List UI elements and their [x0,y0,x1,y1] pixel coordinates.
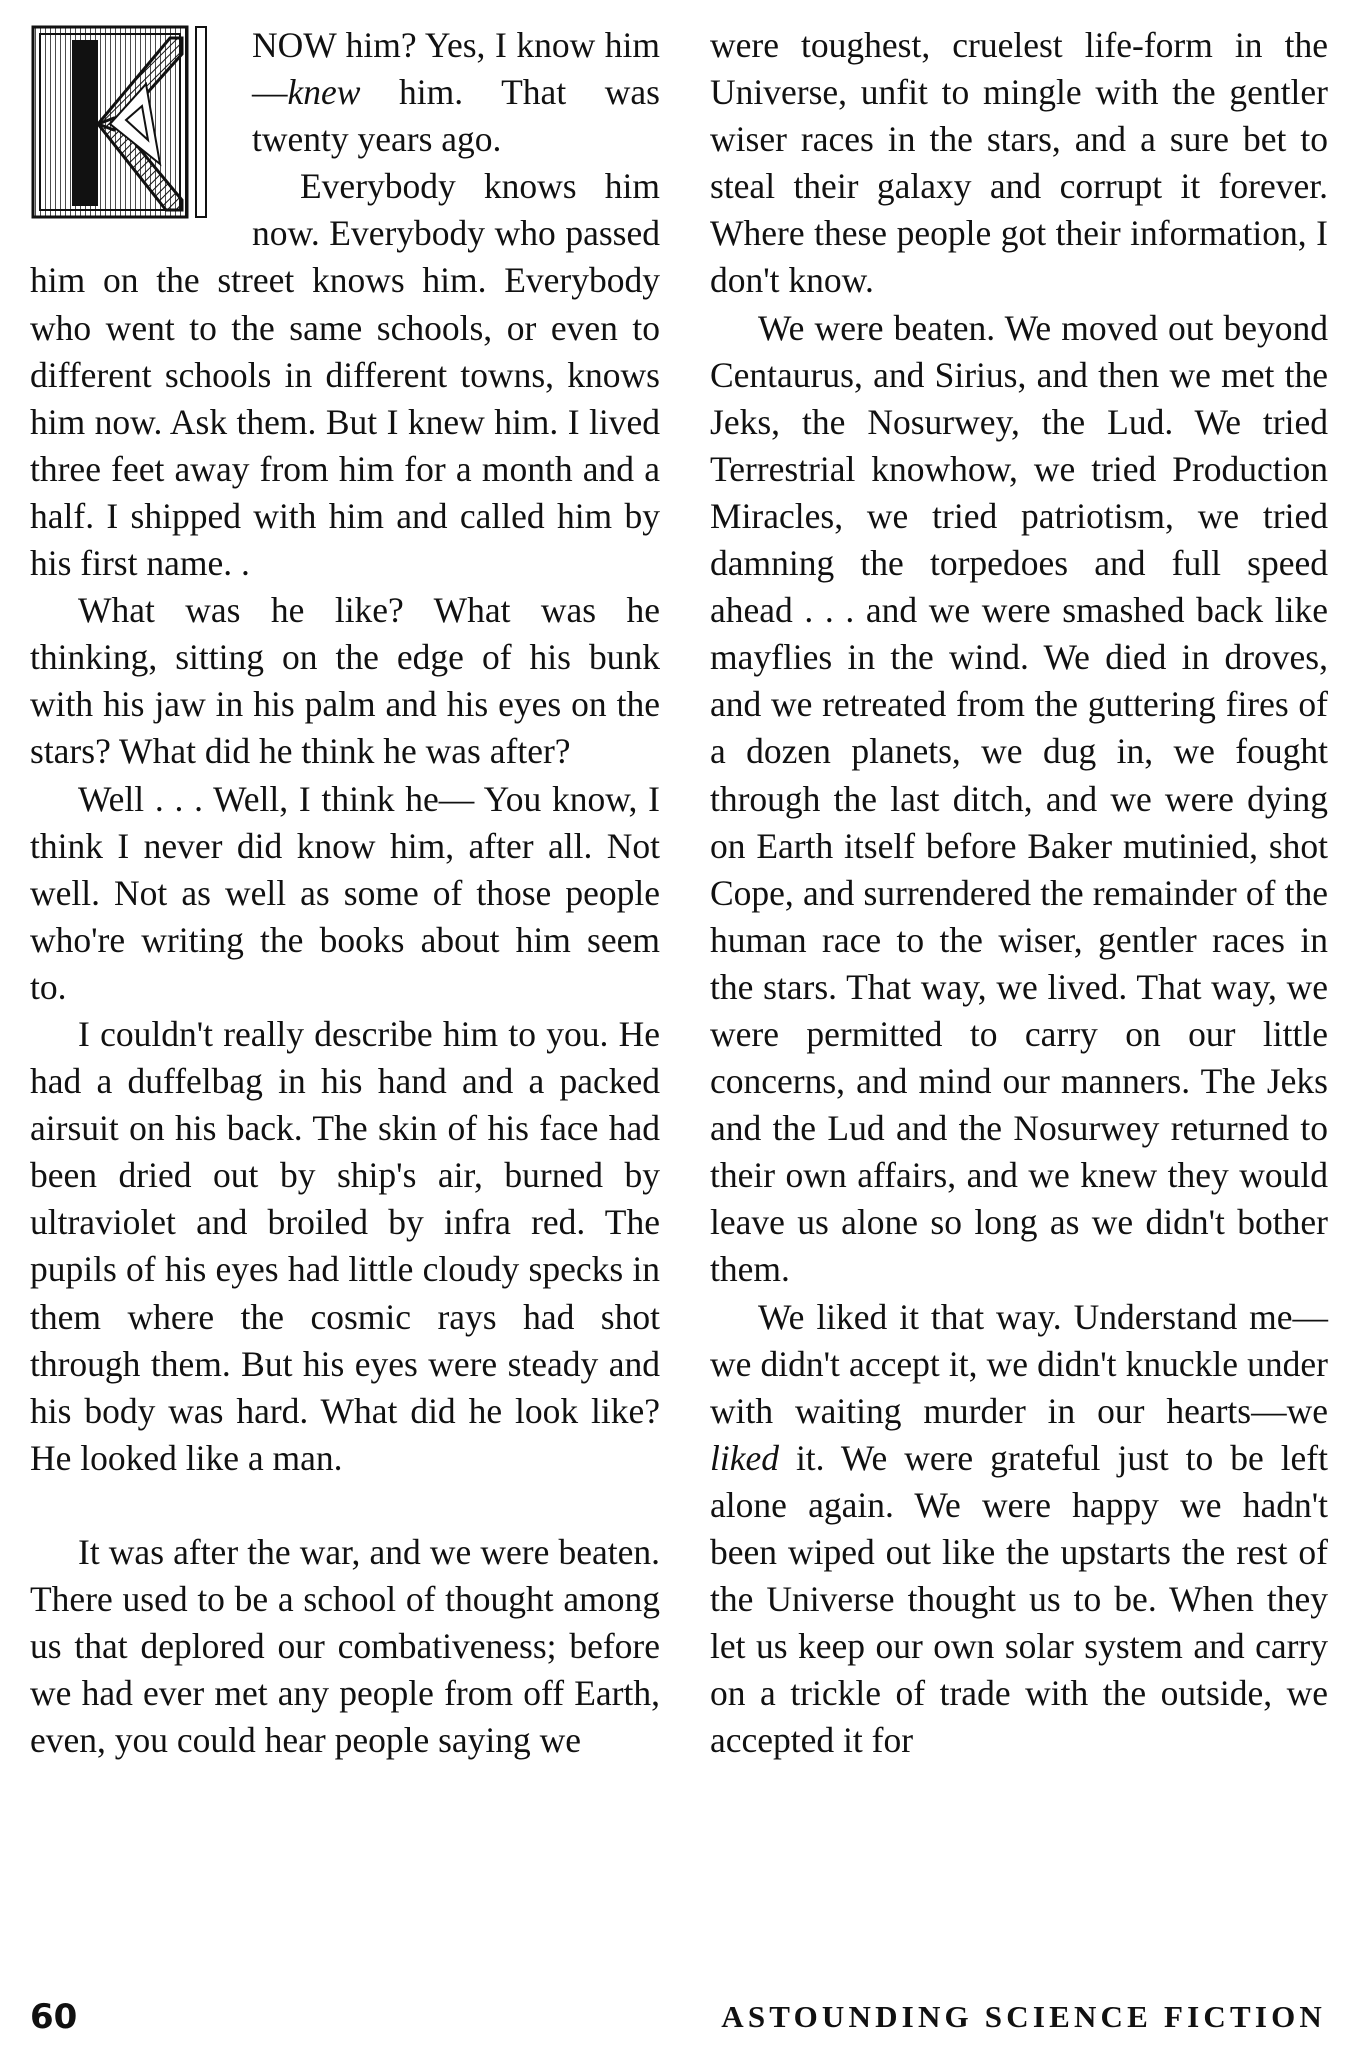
page-footer [0,1995,1348,2045]
paragraph: What was he like? What was he thinking, sitting on the edge of his bunk with his jaw in his palm and his eyes on the stars? What did he think he was after? [30,590,660,772]
right-column [710,22,1328,1764]
paragraph: Everybody knows him now. Everybody who passed him on the street knows him. Everybody who went to the same schools, or even to different schools in different towns, knows him now. Ask them. But I knew him. I lived three feet away from him for a month and a half. I shipped with him and called him by his first name. . [30,166,660,584]
paragraph: We were beaten. We moved out beyond Centaurus, and Sirius, and then we met the Jeks, the Nosurwey, the Lud. We tried Terrestrial knowhow, we tried Production Miracles, we tried patriotism, we tried damning the torpedoes and full speed ahead . . . and we were smashed back like mayflies in the wind. We died in droves, and we retreated from the guttering fires of a dozen planets, we dug in, we fought through the last ditch, and we were dying on Earth itself before Baker mutinied, shot Cope, and surrendered the remainder of the human race to the wiser, gentler races in the stars. That way, we lived. That way, we were permitted to carry on our little concerns, and mind our manners. The Jeks and the Lud and the Nosurwey returned to their own affairs, and we knew they would leave us alone so long as we didn't bother them. [710,307,1328,1290]
drop-cap-k-icon [30,24,238,224]
paragraph: NOW him? Yes, I know him—knew him. That was twenty years ago. [252,25,660,160]
paragraph: Well . . . Well, I think he— You know, I think I never did know him, after all. Not well. Not as well as some of those people who're writing the books about him seem to. [30,778,660,1007]
paragraph: I couldn't really describe him to you. He had a duffelbag in his hand and a packed airsuit on his back. The skin of his face had been dried out by ship's air, burned by ultraviolet and broiled by infra red. The pupils of his eyes had little cloudy specks in them where the cosmic rays had shot through them. But his eyes were steady and his body was hard. What did he look like? He looked like a man. [30,1013,660,1478]
drop-cap [30,24,238,224]
paragraph: were toughest, cruelest life-form in the Universe, unfit to mingle with the gentler wiser races in the stars, and a sure bet to steal their galaxy and corrupt it forever. Where these people got their information, I don't know. [710,25,1328,301]
paragraph: We liked it that way. Understand me—we didn't accept it, we didn't knuckle under with waiting murder in our hearts—we liked it. We were grateful just to be left alone again. We were happy we hadn't been wiped out like the upstarts the rest of the Universe thought us to be. When they let us keep our own solar system and carry on a trickle of trade with the outside, we accepted it for [710,1296,1328,1761]
running-head: ASTOUNDING SCIENCE FICTION [721,1999,1326,2034]
page-number: 60 [30,1997,78,2037]
paragraph: It was after the war, and we were beaten. There used to be a school of thought among us that deplored our combativeness; before we had ever met any people from off Earth, even, you could hear people saying we [30,1531,660,1761]
left-column [30,22,660,1764]
